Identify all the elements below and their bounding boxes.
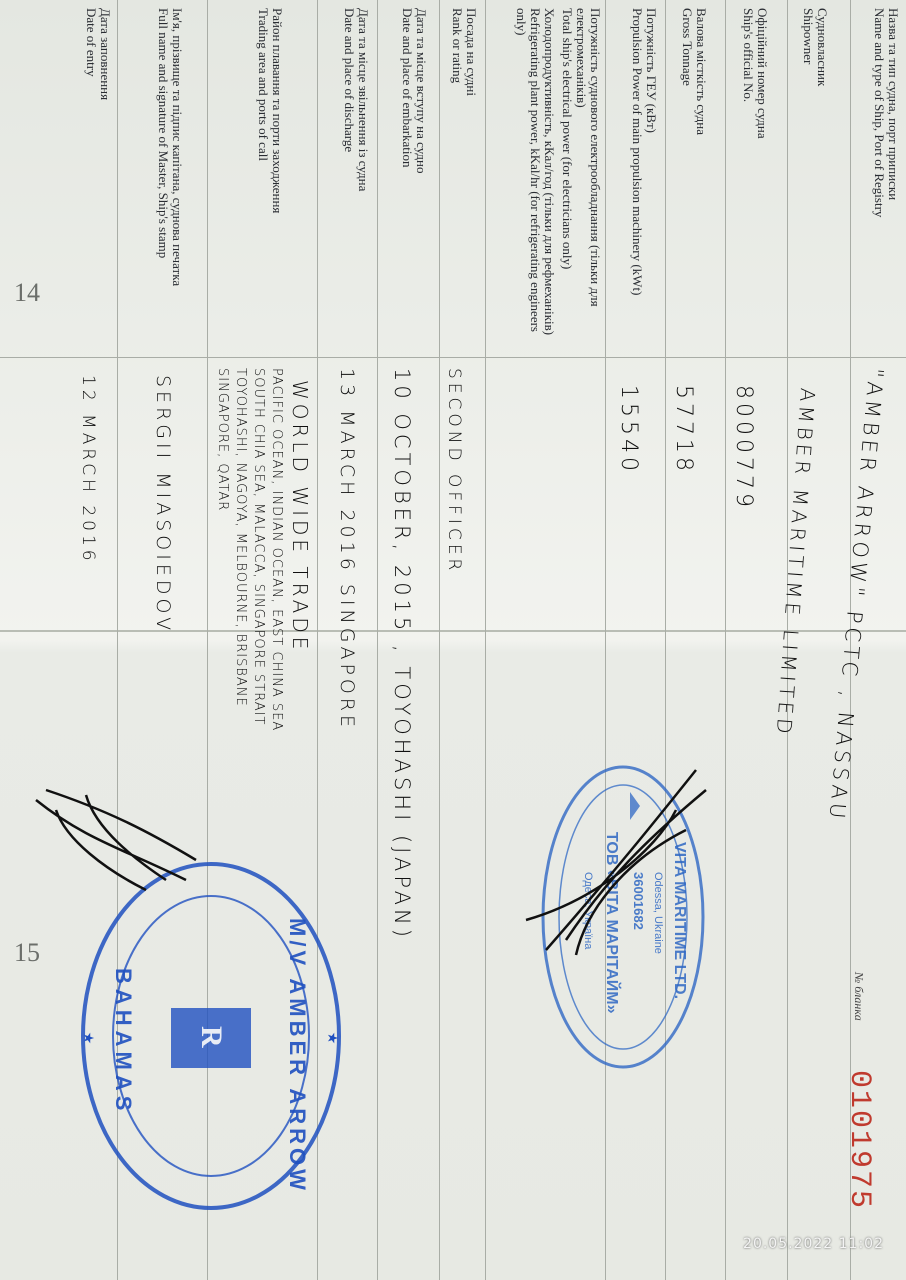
value-embarkation: 10 OCTOBER, 2015 , TOYOHASHI (JAPAN) [390,368,414,941]
value-master: SERGII MIASOIEDOV [152,375,174,635]
row-divider [665,0,666,1280]
column-divider [0,357,906,358]
value-propulsion-power: 15540 [616,385,641,475]
value-rank: SECOND OFFICER [444,368,464,575]
field-label-refrigerating-power: Холодопродуктивність, кКал/год (тільки для рефмеханіків) Refrigerating plant power, kKal/hr (for refrigerating engineers only) [514,8,557,336]
trading-line-1: PACIFIC OCEAN, INDIAN OCEAN, EAST CHINA SEA [269,368,284,732]
ship-stamp [76,858,346,1214]
value-trading-area: WORLD WIDE TRADE [288,380,312,654]
blank-label: № бланка [852,972,866,1021]
ship-stamp-center: R [195,1026,228,1048]
row-divider [377,0,378,1280]
field-label-gross-tonnage: Валова місткість судна Gross Tonnage [680,8,709,135]
value-official-no: 8000779 [731,385,756,511]
company-stamp-line5: Одеса, Україна [582,872,594,950]
value-discharge: 13 MARCH 2016 SINGAPORE [336,368,358,732]
trading-line-3: TOYOHASHI, NAGOYA, MELBOURNE, BRISBANE [233,368,248,707]
row-divider [439,0,440,1280]
blank-serial: 0101975 [842,1070,876,1211]
trading-line-4: SINGAPORE, QATAR [215,368,230,512]
field-label-propulsion-power: Потужність ГЕУ (кВт) Propulsion Power of main propulsion machinery (kWt) [630,8,659,296]
master-signature [26,780,206,900]
page-fold [0,630,906,632]
field-label-date-entry: Дата заповнення Date of entry [84,8,113,101]
master-signature-strokes [26,780,206,900]
field-label-discharge: Дата та місце звільнення із судна Date and place of discharge [342,8,371,192]
page-number-left: 14 [14,278,40,307]
value-date-entry: 12 MARCH 2016 [78,375,98,565]
field-label-electrical-power: Потужність суднового електрообладнання (тільки для електромеханіків) Total ship's electrical power (for electricians only) [560,8,603,307]
field-label-rank: Посада на судні Rank or rating [450,8,479,96]
svg-text:★: ★ [324,1031,339,1045]
photo-timestamp: 20.05.2022 11:02 [743,1236,884,1252]
row-divider [725,0,726,1280]
company-signature [516,760,716,960]
trading-line-2: SOUTH CHIA SEA, MALACCA, SINGAPORE STRAIT [251,368,266,726]
svg-text:★: ★ [80,1031,95,1045]
company-signature-strokes [516,760,716,960]
value-gross-tonnage: 57718 [671,385,696,475]
field-label-trading-area: Район плавання та порти заходження Trading area and ports of call [256,8,285,214]
field-label-official-no: Офіційний номер судна Ship's official No. [741,8,770,139]
field-label-name-type: Назва та тип судна, порт приписки Name and type of Ship, Port of Registry [872,8,901,218]
row-divider [605,0,606,1280]
row-divider [485,0,486,1280]
company-stamp-line4: ТОВ «ВІТА МАРІТАЙМ» [603,832,620,1014]
value-shipowner: AMBER MARITIME LIMITED [771,387,820,739]
field-label-embarkation: Дата та місце вступу на судно Date and place of embarkation [400,8,429,174]
page-number-right: 15 [14,938,40,967]
company-stamp-line2: Odessa, Ukraine [652,872,664,954]
company-stamp-line1: VITA MARITIME LTD. [671,842,688,1000]
company-stamp-line3: 36001682 [631,872,646,930]
ship-stamp-top: M/V AMBER ARROW [285,918,310,1194]
field-label-master: Ім'я, прізвище та підпис капітана, суднова печатка Full name and signature of Master, Ship's stamp [156,8,185,287]
field-label-shipowner: Судновласник Shipowner [801,8,830,87]
value-name-type: "AMBER ARROW" PCTC , NASSAU [824,366,888,824]
ship-stamp-bottom: BAHAMAS [111,968,136,1116]
